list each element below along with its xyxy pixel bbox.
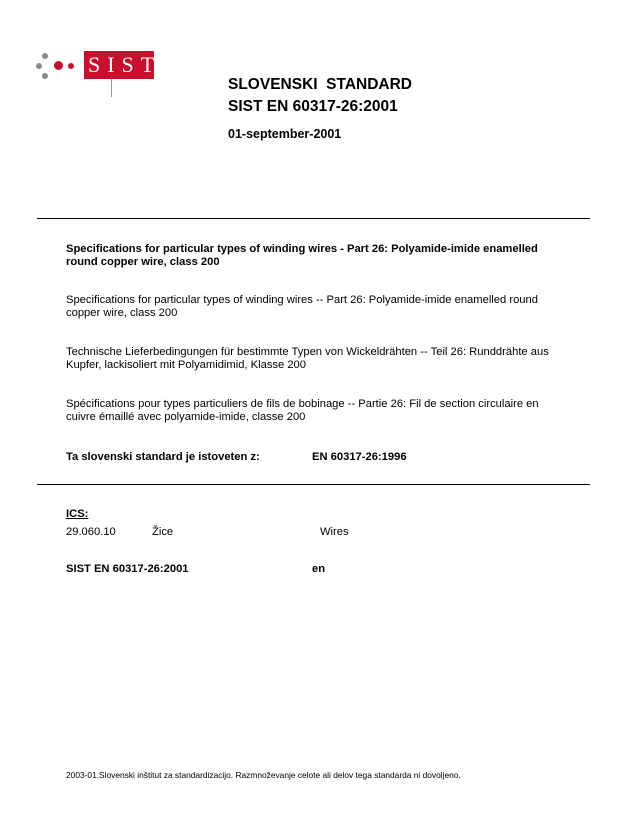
publication-date: 01-september-2001 <box>228 127 342 141</box>
standard-code: SIST EN 60317-26:2001 <box>228 98 398 115</box>
logo-wordmark: SIST <box>84 51 154 79</box>
title-german: Technische Lieferbedingungen für bestimmte Typen von Wickeldrähten -- Teil 26: Runddrähte aus Kupfer, lackisoliert mit Polyamidimid, Klasse 200 <box>66 346 549 371</box>
bottom-language: en <box>312 563 326 575</box>
title-french: Spécifications pour types particuliers de fils de bobinage -- Partie 26: Fil de section circulaire en cuivre émaillé avec polyamide-imide, classe 200 <box>66 398 539 423</box>
ics-code: 29.060.10 <box>66 526 116 538</box>
sist-logo <box>36 48 176 100</box>
logo-dot-gray <box>42 53 48 59</box>
bottom-standard-code: SIST EN 60317-26:2001 <box>66 563 189 575</box>
logo-divider <box>111 79 112 97</box>
logo-dot-gray <box>42 73 48 79</box>
document-type: SLOVENSKI STANDARD <box>228 76 413 93</box>
title-english: Specifications for particular types of winding wires -- Part 26: Polyamide-imide enamelled round copper wire, class 200 <box>66 294 538 319</box>
ics-english-term: Wires <box>320 526 349 538</box>
logo-dot-red <box>68 63 74 69</box>
ics-heading: ICS: <box>66 508 89 520</box>
ics-slovenian-term: Žice <box>152 526 174 538</box>
identity-label: Ta slovenski standard je istoveten z: <box>66 451 260 463</box>
top-divider <box>37 218 590 219</box>
logo-dot-red <box>54 61 63 70</box>
identity-value: EN 60317-26:1996 <box>312 451 407 463</box>
middle-divider <box>37 484 590 485</box>
copyright-footer: 2003-01.Slovenski inštitut za standardizacijo. Razmnoževanje celote ali delov tega standarda ni dovoljeno. <box>66 770 461 780</box>
title-bold: Specifications for particular types of winding wires - Part 26: Polyamide-imide enamelled round copper wire, class 200 <box>66 243 538 268</box>
logo-dot-gray <box>36 63 42 69</box>
